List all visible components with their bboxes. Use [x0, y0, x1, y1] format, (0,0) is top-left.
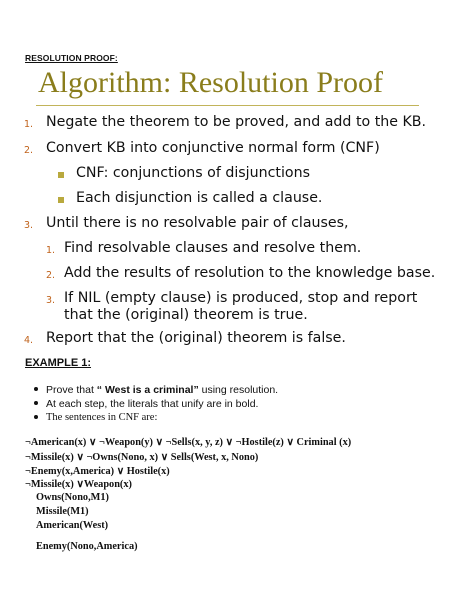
- square-bullet-icon: [58, 197, 64, 203]
- step-text: Until there is no resolvable pair of clauses,: [46, 215, 349, 231]
- cnf-clause: ¬Missile(x) ∨Weapon(x): [25, 479, 132, 490]
- bullet-text: CNF: conjunctions of disjunctions: [76, 165, 310, 181]
- step-number: 2.: [24, 145, 34, 156]
- substep-text: Find resolvable clauses and resolve them.: [64, 240, 362, 256]
- section-heading: RESOLUTION PROOF:: [25, 53, 118, 63]
- cnf-clause: American(West): [36, 520, 109, 531]
- bullet-item: [34, 398, 258, 410]
- substep-text-continued: that the (original) theorem is true.: [64, 307, 308, 323]
- slide-divider: [36, 105, 419, 106]
- step-number: 4.: [24, 335, 34, 346]
- cnf-clause: ¬Missile(x) ∨ ¬Owns(Nono, x) ∨ Sells(West, x, Nono): [25, 452, 259, 463]
- bullet-text: The sentences in CNF are:: [46, 412, 158, 423]
- cnf-clause: Missile(M1): [36, 506, 89, 517]
- cnf-clause: ¬American(x) ∨ ¬Weapon(y) ∨ ¬Sells(x, y, z) ∨ ¬Hostile(z) ∨ Criminal (x): [25, 437, 352, 448]
- substep-number: 1.: [46, 245, 56, 256]
- step-text: Report that the (original) theorem is false.: [46, 330, 346, 346]
- cnf-clause: Enemy(Nono,America): [36, 541, 138, 552]
- substep-text: If NIL (empty clause) is produced, stop and report: [64, 290, 418, 306]
- bullet-item: [34, 412, 157, 423]
- example-heading: EXAMPLE 1:: [25, 357, 92, 369]
- step-number: 3.: [24, 220, 34, 231]
- bullet-item: [34, 384, 278, 396]
- substep-number: 3.: [46, 295, 56, 306]
- step-text: Convert KB into conjunctive normal form (CNF): [46, 140, 380, 156]
- bullet-text: using resolution.: [198, 384, 279, 396]
- bullet-text: Prove that: [46, 384, 97, 396]
- substep-text: Add the results of resolution to the knowledge base.: [64, 265, 436, 281]
- cnf-clause: ¬Enemy(x,America) ∨ Hostile(x): [25, 466, 170, 477]
- slide-title: Algorithm: Resolution Proof: [38, 66, 383, 99]
- cnf-clause: Owns(Nono,M1): [36, 492, 109, 503]
- bullet-text-bold: “ West is a criminal”: [96, 384, 199, 396]
- substep-number: 2.: [46, 270, 56, 281]
- bullet-dot-icon: [34, 387, 38, 391]
- bullet-dot-icon: [34, 401, 38, 405]
- slide-image: [18, 63, 439, 353]
- step-number: 1.: [24, 119, 34, 130]
- bullet-dot-icon: [34, 415, 38, 419]
- bullet-text: At each step, the literals that unify are in bold.: [46, 398, 259, 410]
- square-bullet-icon: [58, 172, 64, 178]
- bullet-text: Each disjunction is called a clause.: [76, 190, 323, 206]
- step-text: Negate the theorem to be proved, and add to the KB.: [46, 114, 427, 130]
